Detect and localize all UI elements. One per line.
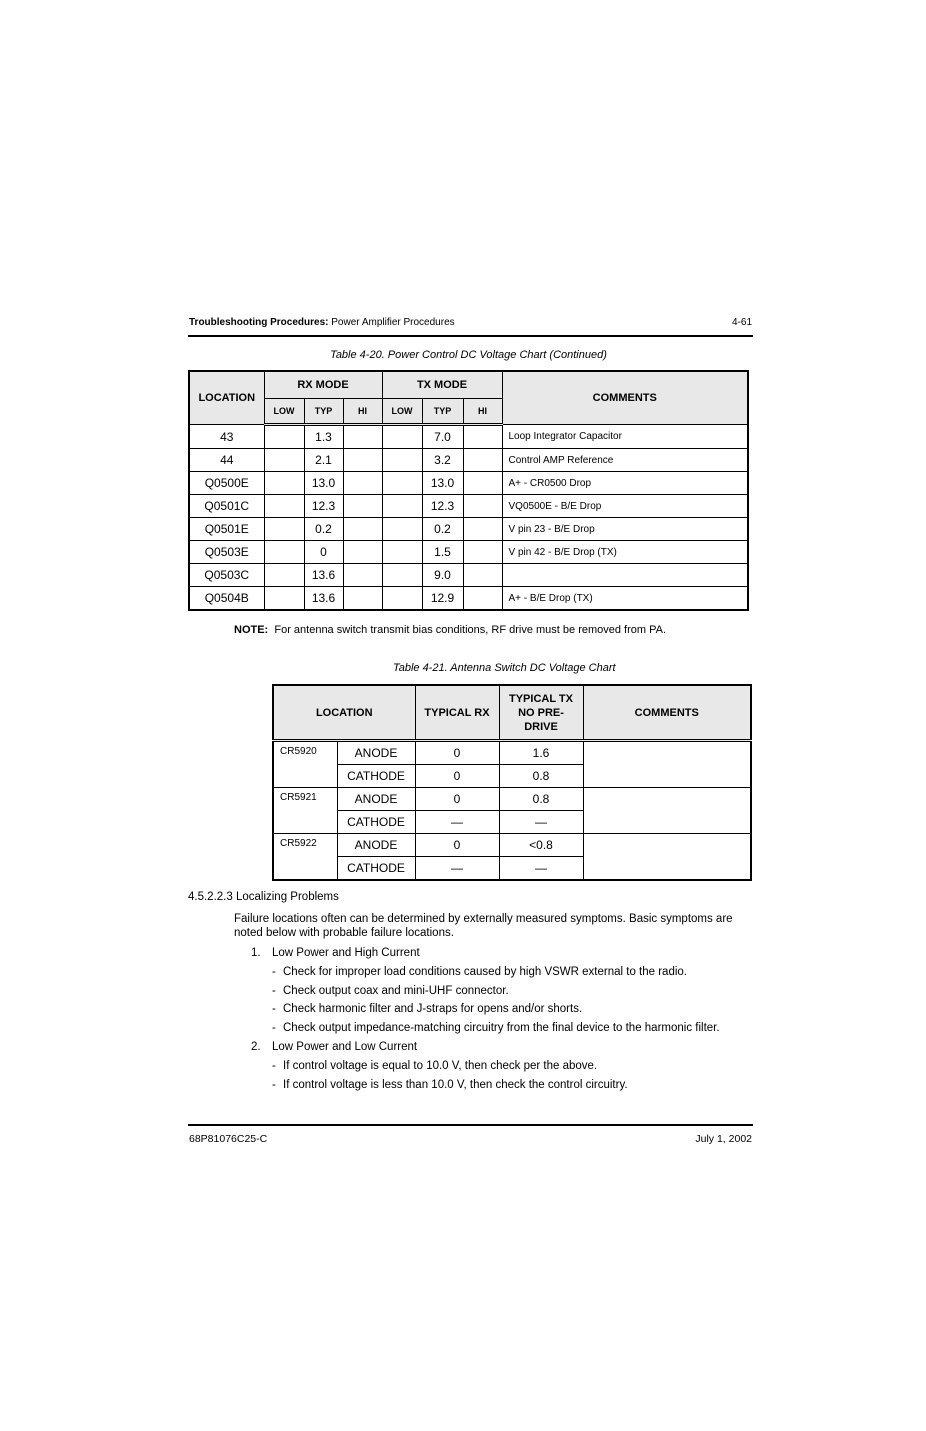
sub-item: Check for improper load conditions caused by high VSWR external to the radio. [283,966,687,978]
cell-tx-typ: 7.0 [422,425,463,449]
col-location: LOCATION [189,371,264,425]
power-control-voltage-table [188,370,749,611]
cell-location: CR5921 [273,788,337,834]
cell-rx-typ: 1.3 [304,425,343,449]
col-rx-typ: TYP [304,399,343,425]
cell-tx-hi [463,518,502,541]
cell-location: Q0501C [189,495,264,518]
cell-rx-hi [343,541,382,564]
cell-rx: 0 [415,765,499,788]
table-row [273,834,751,857]
cell-pin: ANODE [337,788,415,811]
col-tx-low: LOW [382,399,422,425]
sub-item: Check output coax and mini-UHF connector. [283,985,509,997]
list-item: Low Power and High Current [272,947,420,959]
cell-tx-low [382,518,422,541]
cell-tx-hi [463,472,502,495]
list-item: Low Power and Low Current [272,1041,418,1053]
cell-rx-hi [343,587,382,611]
running-header [189,317,455,328]
footer-rule [188,1124,753,1126]
cell-tx-low [382,541,422,564]
cell-location: CR5922 [273,834,337,881]
cell-rx: 0 [415,741,499,765]
cell-location: Q0504B [189,587,264,611]
cell-rx: 0 [415,788,499,811]
cell-tx: <0.8 [499,834,583,857]
col-tx-typ: TYP [422,399,463,425]
note [234,624,666,636]
sub-item-dash: - [272,1003,276,1015]
cell-rx: 0 [415,834,499,857]
sub-item-dash: - [272,1060,276,1072]
table-row [189,472,748,495]
antenna-switch-voltage-table [272,684,752,881]
cell-tx-hi [463,449,502,472]
col-typical-tx-line2: NO PRE- [518,706,564,719]
cell-rx: — [415,811,499,834]
cell-rx-typ: 13.6 [304,587,343,611]
sub-item-dash: - [272,985,276,997]
sub-item-dash: - [272,1022,276,1034]
cell-rx-low [264,495,304,518]
cell-tx-typ: 12.9 [422,587,463,611]
cell-tx-hi [463,495,502,518]
table-row [189,541,748,564]
cell-tx-typ: 9.0 [422,564,463,587]
cell-location: Q0503E [189,541,264,564]
col-comments: COMMENTS [583,685,751,741]
cell-tx-typ: 0.2 [422,518,463,541]
cell-rx-low [264,449,304,472]
cell-comment [502,564,748,587]
cell-rx-hi [343,449,382,472]
cell-comment: Control AMP Reference [502,449,748,472]
cell-location: 43 [189,425,264,449]
cell-tx-typ: 12.3 [422,495,463,518]
cell-location: CR5920 [273,741,337,788]
list-item-number: 1. [251,947,261,959]
cell-tx-low [382,472,422,495]
cell-pin: ANODE [337,834,415,857]
table-row [189,495,748,518]
col-comments: COMMENTS [502,371,748,425]
cell-location: Q0500E [189,472,264,495]
table-row [189,518,748,541]
cell-rx-low [264,541,304,564]
cell-comment: VQ0500E - B/E Drop [502,495,748,518]
cell-location: Q0503C [189,564,264,587]
page-number: 4-61 [731,317,752,328]
cell-comment: A+ - CR0500 Drop [502,472,748,495]
cell-rx-hi [343,564,382,587]
cell-tx-low [382,564,422,587]
header-section-title: Power Amplifier Procedures [331,317,455,328]
section-intro: Failure locations often can be determined by externally measured symptoms. Basic symptoms are noted below with probable failure locations. [234,913,733,939]
cell-rx-typ: 0 [304,541,343,564]
cell-comment: V pin 23 - B/E Drop [502,518,748,541]
cell-tx-typ: 13.0 [422,472,463,495]
cell-pin: CATHODE [337,811,415,834]
cell-tx-typ: 1.5 [422,541,463,564]
col-location: LOCATION [273,685,415,741]
cell-comment [583,788,751,834]
note-label: NOTE: [234,624,269,636]
cell-rx: — [415,857,499,881]
cell-tx-hi [463,425,502,449]
cell-comment: Loop Integrator Capacitor [502,425,748,449]
col-rx-hi: HI [343,399,382,425]
cell-pin: CATHODE [337,857,415,881]
sub-item: Check harmonic filter and J-straps for opens and/or shorts. [283,1003,583,1015]
note-text: For antenna switch transmit bias conditions, RF drive must be removed from PA. [274,624,667,636]
header-section-bold: Troubleshooting Procedures: [189,317,329,328]
col-tx-hi: HI [463,399,502,425]
col-typical-tx-line1: TYPICAL TX [509,692,573,705]
cell-tx: 0.8 [499,788,583,811]
document-number: 68P81076C25-C [189,1133,268,1145]
cell-tx-low [382,587,422,611]
cell-comment [583,741,751,788]
cell-tx-hi [463,564,502,587]
cell-tx-hi [463,541,502,564]
cell-location: 44 [189,449,264,472]
sub-item-dash: - [272,1079,276,1091]
cell-rx-hi [343,495,382,518]
col-tx-mode: TX MODE [382,371,502,399]
sub-item-dash: - [272,966,276,978]
cell-comment: A+ - B/E Drop (TX) [502,587,748,611]
cell-comment [583,834,751,881]
cell-rx-low [264,518,304,541]
table-row [273,788,751,811]
cell-tx: 1.6 [499,741,583,765]
list-item-number: 2. [251,1041,261,1053]
col-rx-mode: RX MODE [264,371,382,399]
cell-rx-hi [343,518,382,541]
cell-tx: — [499,811,583,834]
cell-comment: V pin 42 - B/E Drop (TX) [502,541,748,564]
table1-caption: Table 4-20. Power Control DC Voltage Chart (Continued) [330,349,607,361]
cell-rx-low [264,564,304,587]
document-date: July 1, 2002 [695,1133,752,1145]
cell-tx-hi [463,587,502,611]
section-heading: 4.5.2.2.3 Localizing Problems [188,891,339,903]
table-row [189,425,748,449]
cell-rx-low [264,472,304,495]
cell-location: Q0501E [189,518,264,541]
table-row [273,741,751,765]
table-row [189,449,748,472]
cell-rx-low [264,587,304,611]
cell-rx-typ: 0.2 [304,518,343,541]
sub-item: If control voltage is equal to 10.0 V, then check per the above. [283,1060,598,1072]
cell-rx-hi [343,425,382,449]
sub-item: Check output impedance-matching circuitry from the final device to the harmonic filter. [283,1022,720,1034]
cell-tx-low [382,495,422,518]
cell-tx-low [382,449,422,472]
col-rx-low: LOW [264,399,304,425]
cell-rx-typ: 2.1 [304,449,343,472]
cell-rx-typ: 13.0 [304,472,343,495]
cell-rx-hi [343,472,382,495]
cell-rx-low [264,425,304,449]
cell-pin: ANODE [337,741,415,765]
table2-caption: Table 4-21. Antenna Switch DC Voltage Chart [393,662,616,674]
header-rule [188,335,753,337]
col-typical-tx [499,685,583,741]
cell-pin: CATHODE [337,765,415,788]
cell-rx-typ: 12.3 [304,495,343,518]
col-typical-rx: TYPICAL RX [415,685,499,741]
sub-item: If control voltage is less than 10.0 V, then check the control circuitry. [283,1079,628,1091]
cell-tx: 0.8 [499,765,583,788]
col-typical-tx-line3: DRIVE [524,720,558,733]
cell-tx-typ: 3.2 [422,449,463,472]
cell-tx-low [382,425,422,449]
table-row [189,587,748,611]
cell-rx-typ: 13.6 [304,564,343,587]
table-row [189,564,748,587]
cell-tx: — [499,857,583,881]
